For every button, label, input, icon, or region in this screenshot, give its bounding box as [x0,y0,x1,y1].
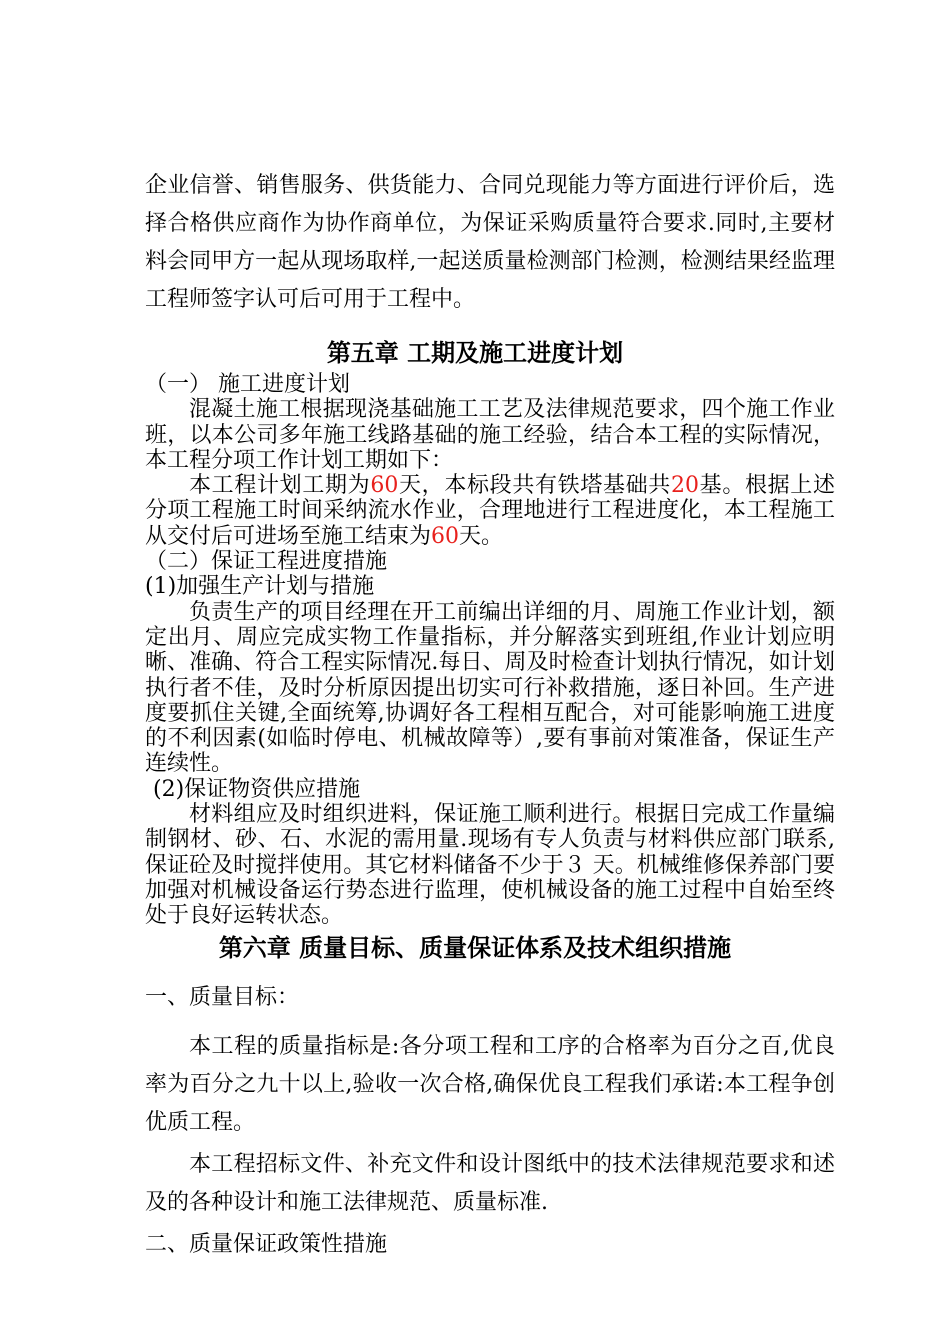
p2-text-d: 天。 [459,523,504,549]
p2-text-a: 本工程计划工期为 [189,473,371,499]
chapter5-paragraph-1: 混凝土施工根据现浇基础施工工艺及法律规范要求，四个施工作业班，以本公司多年施工线路基础的施工经验，结合本工程的实际情况，本工程分项工作计划工期如下： [145,397,835,473]
tower-count-value: 20 [670,473,699,499]
duration-days-value-2: 60 [431,523,460,549]
duration-days-value: 60 [370,473,399,499]
chapter6-section2-heading: 二、质量保证政策性措施 [145,1232,388,1257]
subsection2-paragraph: 材料组应及时组织进料，保证施工顺利进行。根据日完成工作量编制钢材、砂、石、水泥的需用量.现场有专人负责与材料供应部门联系,保证砼及时搅拌使用。其它材料储备不少于３ 天。机械维修保养部门要加强对机械设备运行势态进行监理，使机械设备的施工过程中自始至终处于良好运转状态。 [145,802,835,929]
chapter6-title: 第六章 质量目标、质量保证体系及技术组织措施 [218,934,732,962]
subsection1-heading: (1)加强生产计划与措施 [145,574,375,600]
p2-text-c: 基。根据上述分项工程施工时间采纳流水作业，合理地进行工程进度化，本工程施工从交付后可进场至施工结束为 [145,473,835,549]
chapter5-section2-heading: （二）保证工程进度措施 [145,549,388,575]
chapter5-section1-heading: （一） 施工进度计划 [145,372,350,397]
chapter5-paragraph-2 [145,473,835,549]
chapter6-paragraph-1: 本工程的质量指标是:各分项工程和工序的合格率为百分之百,优良率为百分之九十以上,验收一次合格,确保优良工程我们承诺:本工程争创优质工程。 [145,1034,835,1135]
chapter6-body [145,979,835,1264]
chapter5-title: 第五章 工期及施工进度计划 [326,339,624,367]
p2-text-b: 天，本标段共有铁塔基础共 [398,473,671,499]
chapter6-section1-heading: 一、质量目标： [145,985,300,1010]
intro-paragraph: 企业信誉、销售服务、供货能力、合同兑现能力等方面进行评价后，选择合格供应商作为协作商单位，为保证采购质量符合要求.同时,主要材料会同甲方一起从现场取样,一起送质量检测部门检测，检测结果经监理工程师签字认可后可用于工程中。 [145,173,835,312]
chapter6-paragraph-2: 本工程招标文件、补充文件和设计图纸中的技术法律规范要求和述及的各种设计和施工法律规范、质量标准. [145,1152,835,1215]
chapter5-body [145,372,835,929]
subsection2-heading: (2)保证物资供应措施 [153,776,361,802]
subsection1-paragraph: 负责生产的项目经理在开工前编出详细的月、周施工作业计划，额定出月、周应完成实物工作量指标，并分解落实到班组,作业计划应明晰、准确、符合工程实际情况.每日、周及时检查计划执行情况，如计划执行者不佳，及时分析原因提出切实可行补救措施，逐日补回。生产进度要抓住关键,全面统筹,协调好各工程相互配合，对可能影响施工进度的不利因素(如临时停电、机械故障等）,要有事前对策准备，保证生产连续性。 [145,599,835,777]
